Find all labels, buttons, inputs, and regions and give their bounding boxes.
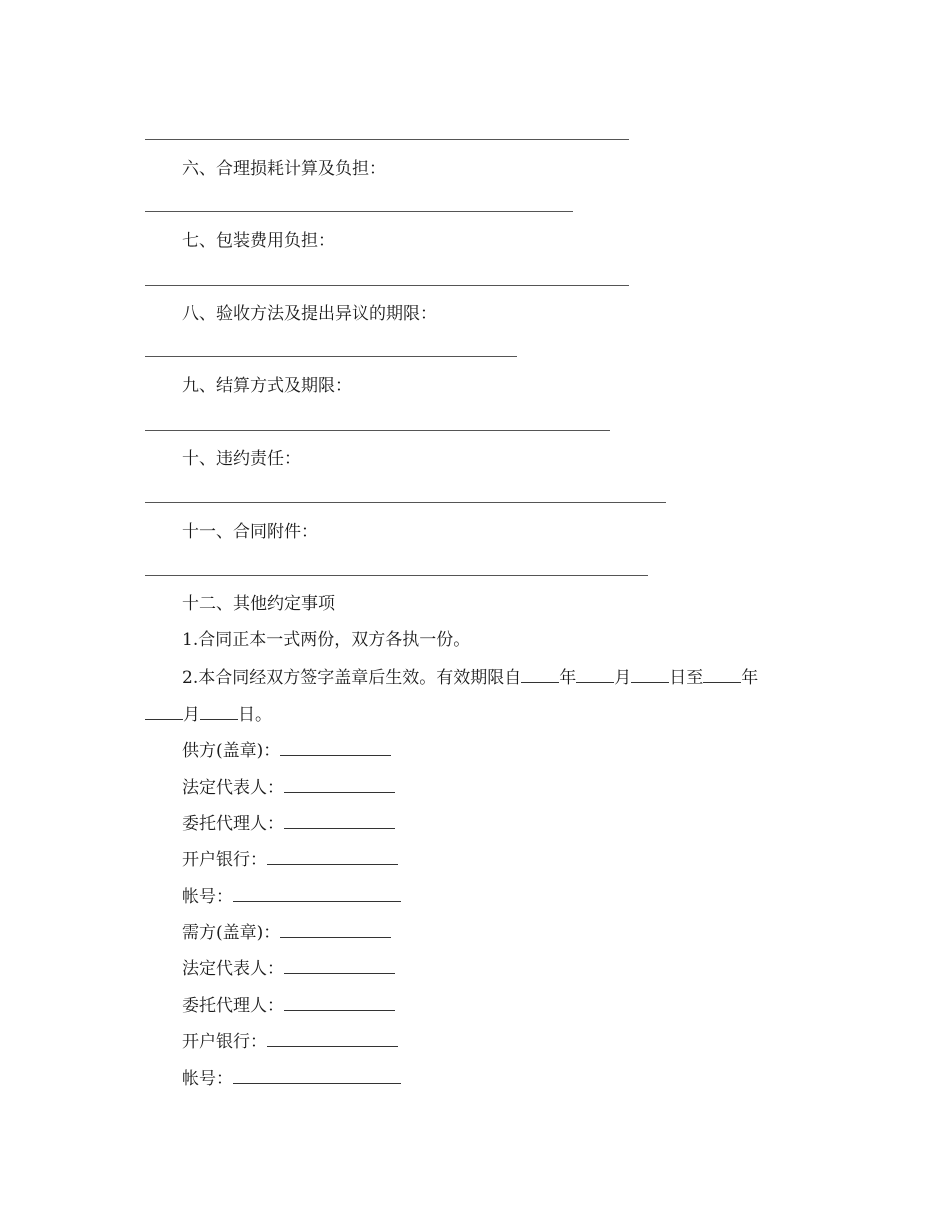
supplier-agent-blank <box>284 811 395 829</box>
fill-line-8 <box>145 356 517 357</box>
end-month-blank <box>145 702 183 720</box>
start-day-blank <box>631 665 669 683</box>
term-item-2-continued <box>145 702 272 727</box>
supplier-account-row <box>182 884 401 909</box>
year-label-2: 年 <box>741 668 759 688</box>
fill-line-11 <box>145 575 648 576</box>
buyer-seal-row <box>182 920 391 945</box>
supplier-account-blank <box>233 884 401 902</box>
supplier-bank-blank <box>267 847 398 865</box>
supplier-seal-blank <box>280 738 391 756</box>
term-item-2-text: 2.本合同经双方签字盖章后生效。有效期限自 <box>182 668 522 688</box>
fill-line-5 <box>145 139 629 140</box>
fill-line-10 <box>145 502 666 503</box>
supplier-legal-rep-blank <box>284 775 395 793</box>
month-label-2: 月 <box>183 705 200 725</box>
buyer-account-row <box>182 1066 401 1091</box>
term-item-2 <box>182 665 758 690</box>
end-year-blank <box>703 665 741 683</box>
section-heading-9: 九、结算方式及期限： <box>182 376 352 396</box>
buyer-legal-rep-blank <box>284 956 395 974</box>
section-heading-12: 十二、其他约定事项 <box>182 594 335 614</box>
buyer-legal-rep-row <box>182 956 395 981</box>
supplier-seal-label: 供方(盖章)： <box>182 741 281 761</box>
section-heading-10: 十、违约责任： <box>182 449 301 469</box>
buyer-agent-label: 委托代理人： <box>182 996 284 1016</box>
day-to-label: 日至 <box>669 668 704 688</box>
day-end-label: 日。 <box>238 705 272 725</box>
start-month-blank <box>576 665 614 683</box>
buyer-account-blank <box>233 1066 401 1084</box>
buyer-legal-rep-label: 法定代表人： <box>182 959 284 979</box>
section-heading-6: 六、合理损耗计算及负担： <box>182 159 386 179</box>
supplier-bank-row <box>182 847 398 872</box>
buyer-bank-row <box>182 1029 398 1054</box>
supplier-seal-row <box>182 738 391 763</box>
fill-line-9 <box>145 430 610 431</box>
supplier-agent-label: 委托代理人： <box>182 814 284 834</box>
supplier-account-label: 帐号： <box>182 887 233 907</box>
fill-line-6 <box>145 211 573 212</box>
start-year-blank <box>521 665 559 683</box>
buyer-agent-row <box>182 993 395 1018</box>
buyer-seal-label: 需方(盖章)： <box>182 923 281 943</box>
supplier-agent-row <box>182 811 395 836</box>
section-heading-11: 十一、合同附件： <box>182 522 318 542</box>
term-item-1: 1.合同正本一式两份，双方各执一份。 <box>182 630 471 650</box>
supplier-legal-rep-label: 法定代表人： <box>182 778 284 798</box>
supplier-legal-rep-row <box>182 775 395 800</box>
year-label: 年 <box>559 668 577 688</box>
fill-line-7 <box>145 285 629 286</box>
section-heading-8: 八、验收方法及提出异议的期限： <box>182 304 437 324</box>
buyer-agent-blank <box>284 993 395 1011</box>
buyer-bank-blank <box>267 1029 398 1047</box>
section-heading-7: 七、包装费用负担： <box>182 231 335 251</box>
buyer-seal-blank <box>280 920 391 938</box>
buyer-account-label: 帐号： <box>182 1069 233 1089</box>
supplier-bank-label: 开户银行： <box>182 850 267 870</box>
end-day-blank <box>200 702 238 720</box>
month-label: 月 <box>614 668 632 688</box>
buyer-bank-label: 开户银行： <box>182 1032 267 1052</box>
